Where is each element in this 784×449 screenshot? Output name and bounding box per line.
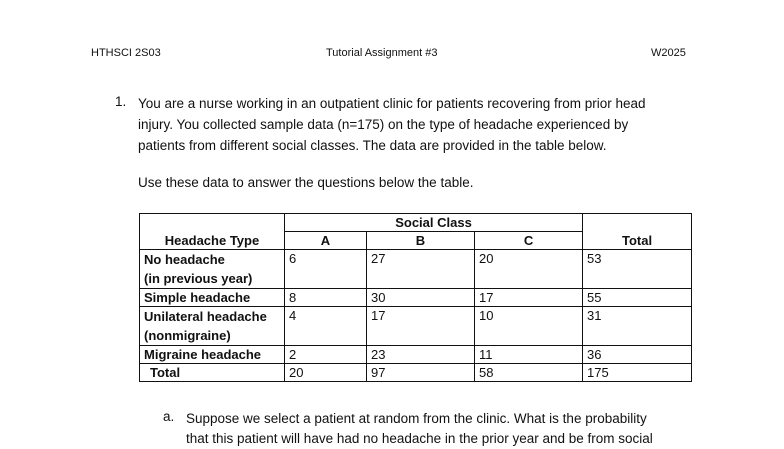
course-code: HTHSCI 2S03	[91, 47, 161, 59]
column-header-b: B	[367, 232, 475, 250]
subquestion-line: Suppose we select a patient at random from the clinic. What is the probability	[186, 411, 647, 426]
cell-total: 53	[583, 250, 692, 289]
cell-c: 11	[475, 346, 583, 364]
cell-a: 20	[285, 364, 367, 382]
cell-b: 97	[367, 364, 475, 382]
table-row	[140, 346, 692, 364]
cell-total: 31	[583, 307, 692, 346]
row-label: Total	[140, 364, 285, 382]
row-label: No headache (in previous year)	[140, 250, 285, 289]
column-header-c: C	[475, 232, 583, 250]
cell-c: 58	[475, 364, 583, 382]
cell-c: 17	[475, 289, 583, 307]
table-row	[140, 289, 692, 307]
row-header-cell: Headache Type	[140, 214, 285, 250]
cell-a: 2	[285, 346, 367, 364]
question-line: injury. You collected sample data (n=175) on the type of headache experienced by	[138, 117, 629, 132]
cell-total: 55	[583, 289, 692, 307]
table-header-row	[140, 214, 692, 232]
cell-a: 6	[285, 250, 367, 289]
cell-b: 30	[367, 289, 475, 307]
subquestion-letter: a.	[163, 409, 175, 424]
cell-b: 23	[367, 346, 475, 364]
cell-c: 10	[475, 307, 583, 346]
group-header-cell: Social Class	[285, 214, 583, 232]
page-header	[0, 47, 784, 63]
cell-b: 17	[367, 307, 475, 346]
column-header-a: A	[285, 232, 367, 250]
table-row	[140, 307, 692, 346]
subquestion-text	[186, 409, 696, 449]
row-label: Unilateral headache (nonmigraine)	[140, 307, 285, 346]
subquestion-line: that this patient will have had no headache in the prior year and be from social	[186, 431, 653, 446]
question-line: patients from different social classes. The data are provided in the table below.	[138, 138, 607, 153]
table-row	[140, 250, 692, 289]
cell-total: 36	[583, 346, 692, 364]
cell-b: 27	[367, 250, 475, 289]
document-title: Tutorial Assignment #3	[326, 47, 438, 59]
table-total-row	[140, 364, 692, 382]
headache-table	[139, 213, 692, 382]
question-line: You are a nurse working in an outpatient clinic for patients recovering from prior head	[138, 96, 646, 111]
cell-a: 4	[285, 307, 367, 346]
question-text	[138, 93, 698, 156]
row-label: Migraine headache	[140, 346, 285, 364]
cell-total: 175	[583, 364, 692, 382]
term-label: W2025	[651, 47, 686, 59]
question-instruction: Use these data to answer the questions below the table.	[138, 175, 474, 190]
question-number: 1.	[115, 94, 127, 109]
cell-c: 20	[475, 250, 583, 289]
row-label: Simple headache	[140, 289, 285, 307]
cell-a: 8	[285, 289, 367, 307]
total-header-cell: Total	[583, 214, 692, 250]
